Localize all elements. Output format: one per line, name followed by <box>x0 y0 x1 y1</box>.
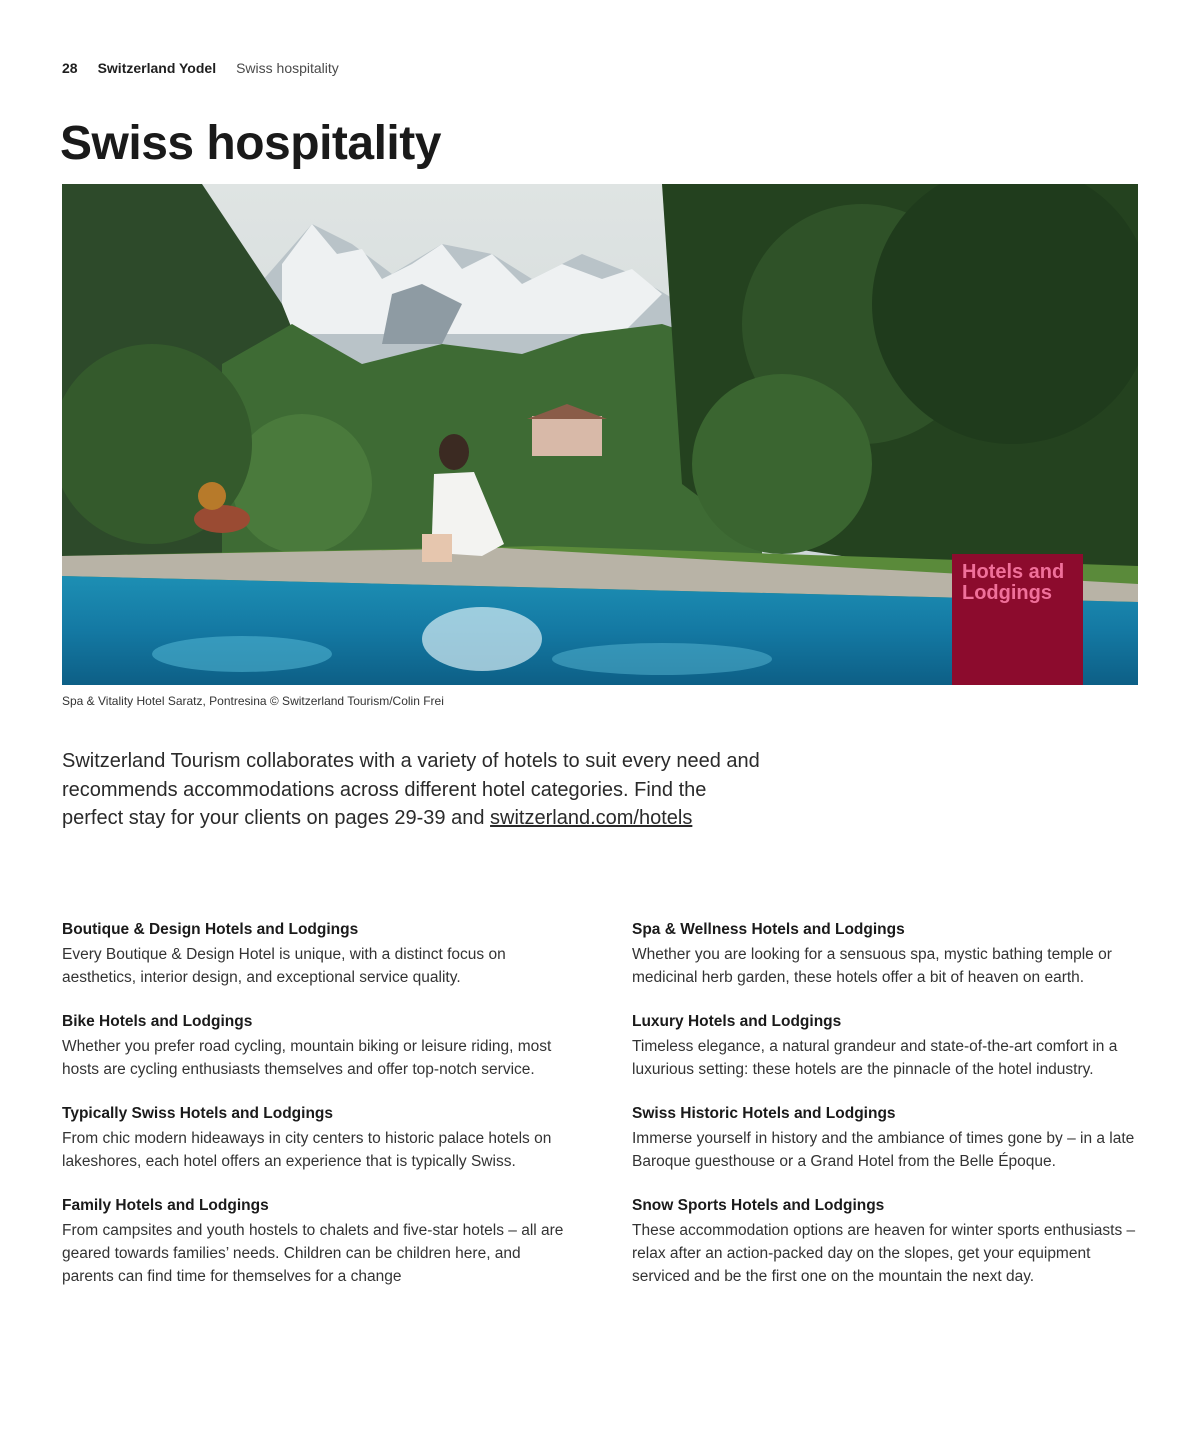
category-item <box>62 1012 572 1081</box>
category-text: Whether you are looking for a sensuous spa, mystic bathing temple or medicinal herb garden, these hotels offer a bit of heaven on earth. <box>632 946 1112 986</box>
intro-paragraph <box>62 747 762 833</box>
category-item <box>62 1196 572 1288</box>
category-title: Typically Swiss Hotels and Lodgings <box>62 1105 334 1122</box>
category-text: From chic modern hideaways in city centers to historic palace hotels on lakeshores, each hotel offers an experience that is typically Swiss. <box>62 1130 552 1170</box>
category-title: Family Hotels and Lodgings <box>62 1197 269 1214</box>
category-text: Timeless elegance, a natural grandeur and state-of-the-art comfort in a luxurious setting: these hotels are the pinnacle of the hotel industry. <box>632 1038 1118 1078</box>
category-title: Swiss Historic Hotels and Lodgings <box>632 1105 896 1122</box>
category-title: Snow Sports Hotels and Lodgings <box>632 1197 885 1214</box>
hotels-link[interactable]: switzerland.com/hotels <box>490 807 693 829</box>
running-head <box>62 60 339 76</box>
category-text: Whether you prefer road cycling, mountain biking or leisure riding, most hosts are cycling enthusiasts themselves and offer top-notch service. <box>62 1038 552 1078</box>
category-title: Boutique & Design Hotels and Lodgings <box>62 921 359 938</box>
category-item <box>62 1104 572 1173</box>
category-item <box>632 1196 1142 1288</box>
category-title: Spa & Wellness Hotels and Lodgings <box>632 921 905 938</box>
category-title: Luxury Hotels and Lodgings <box>632 1013 842 1030</box>
section-name: Swiss hospitality <box>236 60 339 76</box>
hotels-lodgings-badge <box>952 554 1083 685</box>
badge-line2: Lodgings <box>962 582 1052 604</box>
category-item <box>632 1012 1142 1081</box>
intro-text: Switzerland Tourism collaborates with a variety of hotels to suit every need and recommends accommodations across different hotel categories. Find the perfect stay for your clients on pages 29-39 and <box>62 750 760 829</box>
category-item <box>632 1104 1142 1173</box>
category-text: Every Boutique & Design Hotel is unique, with a distinct focus on aesthetics, interior design, and exceptional service quality. <box>62 946 506 986</box>
category-item <box>62 920 572 989</box>
photo-caption: Spa & Vitality Hotel Saratz, Pontresina © Switzerland Tourism/Colin Frei <box>62 694 444 708</box>
categories-right-column <box>632 920 1142 1311</box>
category-text: From campsites and youth hostels to chalets and five-star hotels – all are geared towards families’ needs. Children can be children here, and parents can find time for themselves for a change <box>62 1222 564 1285</box>
category-item <box>632 920 1142 989</box>
category-text: These accommodation options are heaven for winter sports enthusiasts – relax after an action-packed day on the slopes, get your equipment serviced and be the first one on the mountain the next day. <box>632 1222 1136 1285</box>
category-title: Bike Hotels and Lodgings <box>62 1013 253 1030</box>
magazine-name: Switzerland Yodel <box>97 60 217 76</box>
page-title: Swiss hospitality <box>60 117 441 170</box>
page-number: 28 <box>62 60 78 76</box>
category-text: Immerse yourself in history and the ambiance of times gone by – in a late Baroque guesthouse or a Grand Hotel from the Belle Époque. <box>632 1130 1135 1170</box>
categories-left-column <box>62 920 572 1311</box>
badge-line1: Hotels and <box>962 561 1065 583</box>
